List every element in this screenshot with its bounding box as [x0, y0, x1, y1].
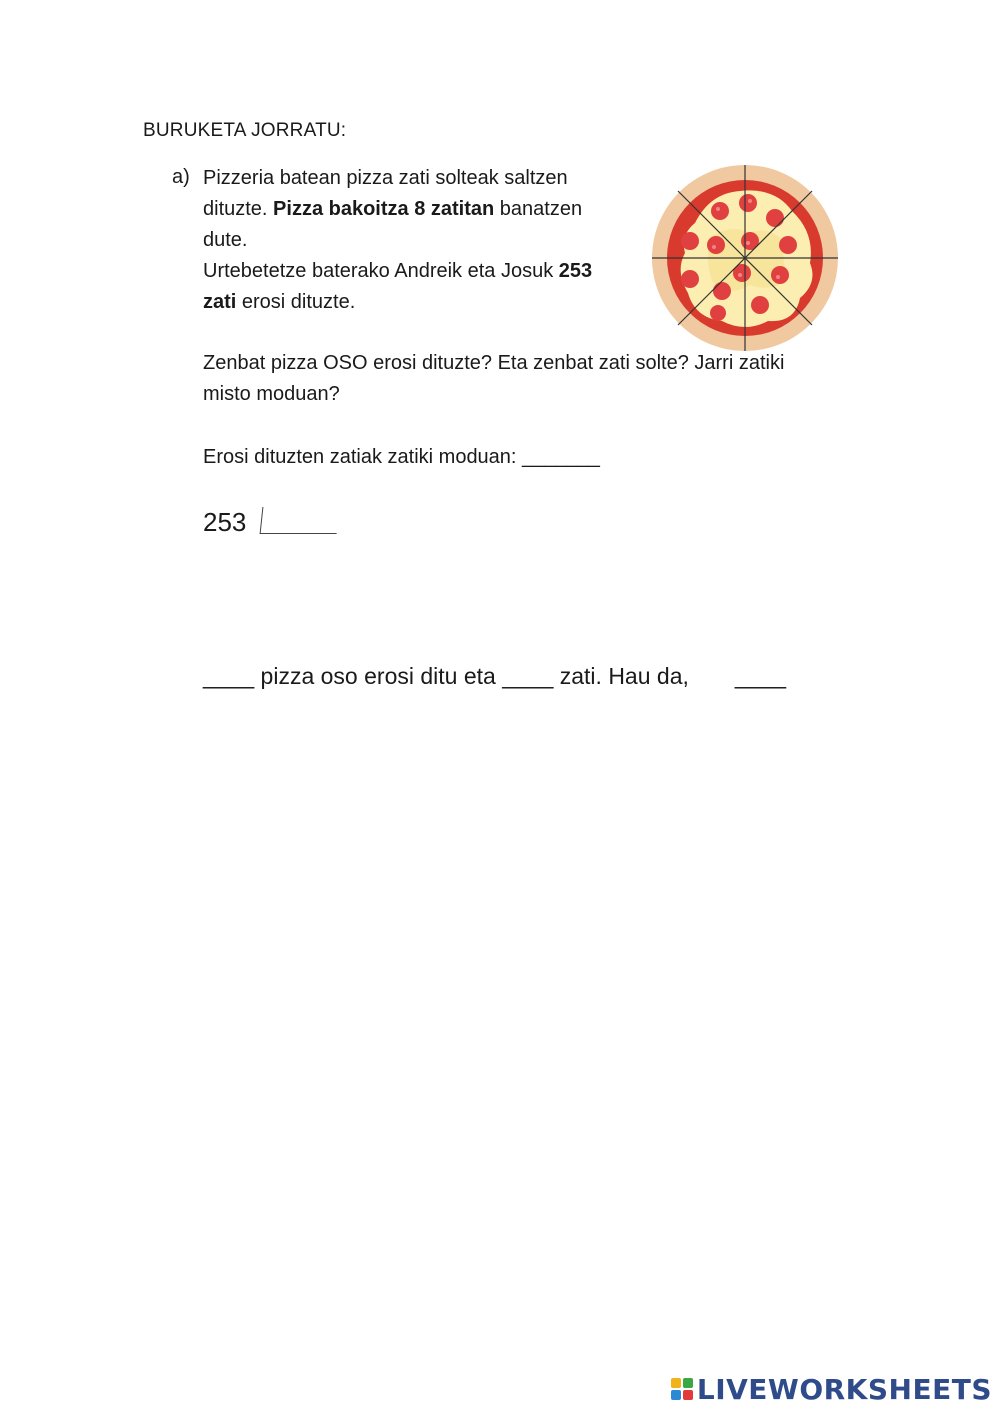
pizza-icon: [650, 163, 840, 353]
division-layout: [203, 503, 353, 543]
page-heading: BURUKETA JORRATU:: [143, 120, 347, 141]
problem-line-2-post: banatzen: [494, 198, 583, 220]
item-marker: a): [172, 166, 190, 188]
problem-line-2: [203, 194, 582, 225]
pizza-slice-lines: [652, 165, 838, 351]
fraction-prompt[interactable]: Erosi dituzten zatiak zatiki moduan: _______: [203, 446, 600, 468]
problem-line-2-pre: dituzte.: [203, 198, 274, 220]
problem-line-5-bold: zati: [203, 291, 237, 313]
division-bracket[interactable]: [260, 507, 340, 534]
problem-line-5: [203, 287, 355, 318]
question-line-1: Zenbat pizza OSO erosi dituzte? Eta zenbat zati solte? Jarri zatiki: [203, 352, 785, 374]
problem-line-4-bold: 253: [558, 260, 593, 282]
question-line-2: misto moduan?: [203, 383, 340, 405]
problem-line-3: dute.: [203, 229, 248, 251]
footer-brand: [671, 1373, 992, 1405]
final-sentence: [203, 663, 786, 690]
final-sentence-part-2[interactable]: ____: [734, 663, 787, 689]
final-sentence-part-1[interactable]: ____ pizza oso erosi ditu eta ____ zati. Hau da,: [203, 663, 689, 689]
problem-line-1: Pizzeria batean pizza zati solteak saltzen: [203, 167, 568, 189]
problem-line-4-pre: Urtebetetze baterako Andreik eta Josuk: [203, 260, 559, 282]
problem-line-2-bold: Pizza bakoitza 8 zatitan: [273, 198, 495, 220]
problem-line-4: [203, 256, 592, 287]
problem-line-5-post: erosi dituzte.: [236, 291, 356, 313]
brand-name: LIVEWORKSHEETS: [696, 1372, 992, 1406]
liveworksheets-logo-icon: [671, 1378, 693, 1400]
division-dividend: 253: [203, 507, 247, 537]
